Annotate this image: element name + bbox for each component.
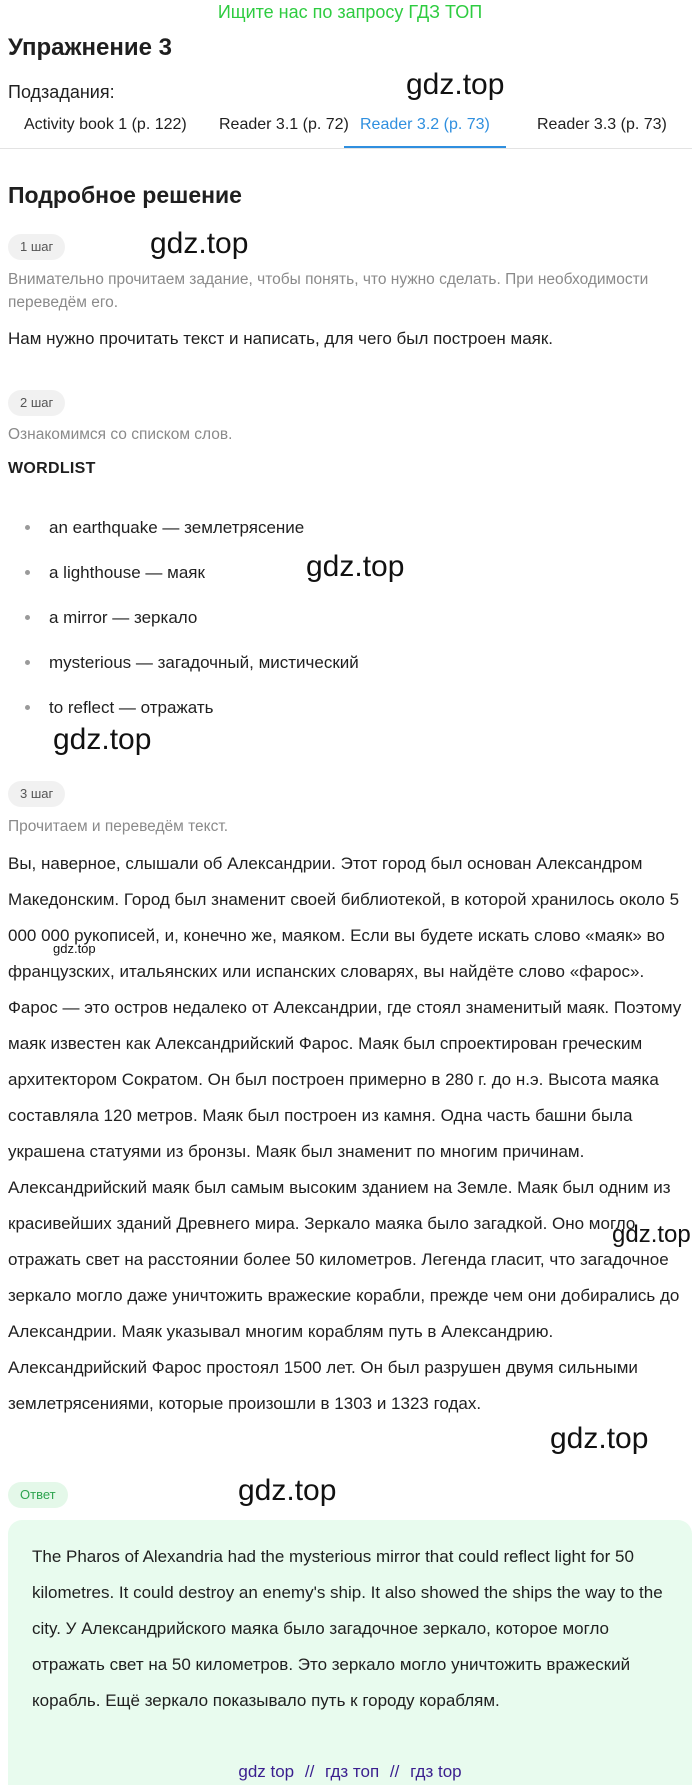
- word-entry: mysterious — загадочный, мистический: [49, 653, 359, 672]
- bullet-icon: [25, 660, 30, 665]
- section-title: Подробное решение: [8, 182, 242, 208]
- page-title: Упражнение 3: [8, 34, 172, 61]
- bullet-icon: [25, 570, 30, 575]
- tab-reader-3-1[interactable]: Reader 3.1 (p. 72): [219, 116, 349, 133]
- step-3-text: Вы, наверное, слышали об Александрии. Этот город был основан Александром Македонским. Город был знаменит своей библиотекой, в которой хранилось около 5 000 000 рукописей, и, конечно же, маяком. Если вы будете искать слово «маяк» во французских, итальянских или испанских словарях, вы найдёте слово «фарос». Фарос — это остров недалеко от Александрии, где стоял знаменитый маяк. Поэтому маяк известен как Александрийский Фарос. Маяк был спроектирован греческим архитектором Сократом. Он был построен примерно в 280 г. до н.э. Высота маяка составляла 120 метров. Маяк был построен из камня. Одна часть башни была украшена статуями из бронзы. Маяк был знаменит по многим причинам. Александрийский маяк был самым высоким зданием на Земле. Маяк был одним из красивейших зданий Древнего мира. Зеркало маяка было загадкой. Оно могло отражать свет на расстоянии более 50 километров. Легенда гласит, что загадочное зеркало могло даже уничтожить вражеские корабли, прежде чем они добирались до Александрии. Маяк указывал многим кораблям путь в Александрию. Александрийский Фарос простоял 1500 лет. Он был разрушен двумя сильными землетрясениями, которые произошли в 1303 и 1323 годах.: [8, 854, 682, 1413]
- subtask-tabs: [0, 108, 692, 149]
- answer-badge: Ответ: [8, 1482, 68, 1508]
- watermark: gdz.top: [306, 550, 405, 583]
- footer-separator: //: [304, 1762, 315, 1781]
- tab-reader-3-3[interactable]: Reader 3.3 (p. 73): [537, 116, 667, 133]
- tab-reader-3-2[interactable]: Reader 3.2 (p. 73): [344, 108, 506, 148]
- watermark: gdz.top: [53, 941, 96, 956]
- bullet-icon: [25, 705, 30, 710]
- answer-text: The Pharos of Alexandria had the mysterious mirror that could reflect light for 50 kilometres. It could destroy an enemy's ship. It also showed the ships the way to the city. У Александрийского маяка было загадочное зеркало, которое могло отражать свет на 50 километров. Это зеркало могло уничтожить вражеский корабль. Ещё зеркало показывало путь к городу кораблям.: [32, 1547, 663, 1710]
- wordlist-heading: WORDLIST: [8, 460, 96, 477]
- watermark: gdz.top: [550, 1422, 649, 1455]
- watermark: gdz.top: [53, 723, 152, 756]
- word-entry: a mirror — зеркало: [49, 608, 198, 627]
- footer-links: [0, 1760, 700, 1784]
- list-item: [0, 595, 359, 640]
- list-item: [0, 505, 359, 550]
- word-entry: to reflect — отражать: [49, 698, 214, 717]
- step-3-hint: Прочитаем и переведём текст.: [8, 818, 229, 835]
- wordlist: [0, 505, 359, 730]
- watermark: gdz.top: [150, 227, 249, 260]
- watermark: gdz.top: [612, 1221, 691, 1248]
- watermark: gdz.top: [406, 68, 505, 101]
- footer-link[interactable]: гдз топ: [325, 1762, 380, 1781]
- tab-activity-book-1[interactable]: Activity book 1 (p. 122): [24, 116, 187, 133]
- bullet-icon: [25, 615, 30, 620]
- subtasks-label: Подзадания:: [8, 82, 115, 102]
- footer-separator: //: [389, 1762, 400, 1781]
- step-1-hint: Внимательно прочитаем задание, чтобы понять, что нужно сделать. При необходимости переведём его.: [8, 271, 649, 311]
- word-entry: an earthquake — землетрясение: [49, 518, 305, 537]
- step-3-badge: 3 шаг: [8, 781, 65, 807]
- watermark: gdz.top: [238, 1474, 337, 1507]
- bullet-icon: [25, 525, 30, 530]
- step-1-text: Нам нужно прочитать текст и написать, для чего был построен маяк.: [8, 329, 554, 348]
- search-banner: Ищите нас по запросу ГДЗ ТОП: [217, 2, 483, 22]
- footer-link[interactable]: gdz top: [238, 1762, 295, 1781]
- step-2-hint: Ознакомимся со списком слов.: [8, 426, 233, 443]
- list-item: [0, 640, 359, 685]
- step-1-badge: 1 шаг: [8, 234, 65, 260]
- word-entry: a lighthouse — маяк: [49, 563, 205, 582]
- list-item: [0, 550, 359, 595]
- footer-link[interactable]: гдз top: [410, 1762, 462, 1781]
- step-2-badge: 2 шаг: [8, 390, 65, 416]
